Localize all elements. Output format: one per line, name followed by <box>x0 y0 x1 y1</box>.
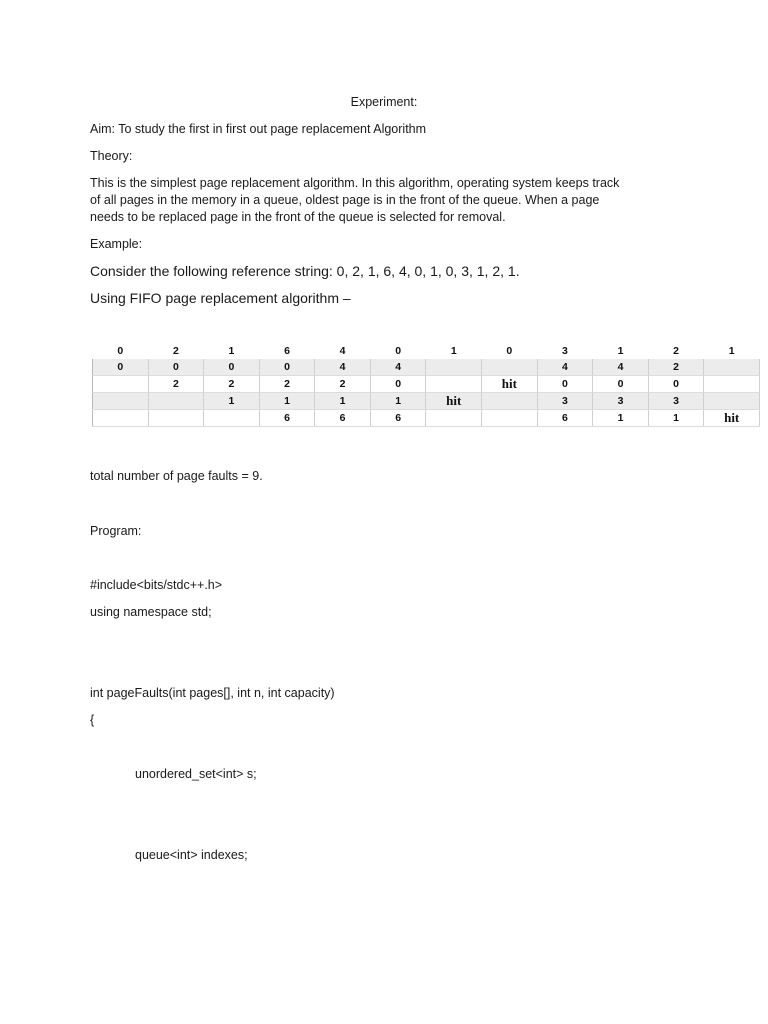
reference-cell: 6 <box>284 345 290 357</box>
frame-cell <box>482 359 538 376</box>
frame-cell: 6 <box>259 410 315 427</box>
frame-cell: 0 <box>148 359 204 376</box>
reference-cell: 4 <box>339 345 346 357</box>
frame-cell: 4 <box>315 359 371 376</box>
frame-cell: 1 <box>648 410 704 427</box>
frame-cell: 0 <box>259 359 315 376</box>
frame-cell: 0 <box>93 359 149 376</box>
reference-cell: 1 <box>228 345 235 357</box>
frame-row-3 <box>93 393 760 410</box>
frame-cell <box>204 410 260 427</box>
code-queue-declaration: queue<int> indexes; <box>135 848 248 862</box>
reference-cell: 0 <box>117 345 124 357</box>
frame-cell: 2 <box>204 376 260 393</box>
reference-string-text: Consider the following reference string: 0, 2, 1, 6, 4, 0, 1, 0, 3, 1, 2, 1. <box>90 263 520 279</box>
page-title: Experiment: <box>350 95 418 109</box>
code-signature-line: int pageFaults(int pages[], int n, int capacity) <box>90 686 335 700</box>
reference-cell: 0 <box>395 345 402 357</box>
frame-row-1 <box>93 359 760 376</box>
reference-cell: 0 <box>506 345 513 357</box>
reference-cell: 1 <box>728 345 735 357</box>
frame-cell: 6 <box>537 410 593 427</box>
program-heading: Program: <box>90 524 142 538</box>
reference-cell: 3 <box>561 345 568 357</box>
frame-cell: 6 <box>370 410 426 427</box>
hit-cell: hit <box>482 376 538 393</box>
frame-cell: 4 <box>370 359 426 376</box>
frame-cell <box>148 393 204 410</box>
frame-cell: 2 <box>148 376 204 393</box>
frame-cell: 4 <box>593 359 649 376</box>
reference-cell: 2 <box>172 345 179 357</box>
reference-cell: 1 <box>617 345 624 357</box>
theory-paragraph <box>90 175 690 226</box>
code-include-line: #include<bits/stdc++.h> <box>90 578 223 592</box>
frame-cell: 0 <box>648 376 704 393</box>
code-set-declaration: unordered_set<int> s; <box>135 767 257 781</box>
frame-cell: 4 <box>537 359 593 376</box>
frame-cell: 0 <box>370 376 426 393</box>
frame-cell <box>93 393 149 410</box>
code-namespace-line: using namespace std; <box>90 605 212 619</box>
frame-cell: 6 <box>315 410 371 427</box>
code-open-brace: { <box>90 713 95 727</box>
theory-heading: Theory: <box>90 149 133 163</box>
frame-cell <box>426 410 482 427</box>
frame-cell: 3 <box>537 393 593 410</box>
frame-cell <box>148 410 204 427</box>
frame-cell <box>704 376 760 393</box>
theory-line: This is the simplest page replacement algorithm. In this algorithm, operating system keeps track <box>90 176 620 190</box>
frame-cell: 0 <box>204 359 260 376</box>
frame-cell: 1 <box>259 393 315 410</box>
frame-row-2 <box>93 376 760 393</box>
frame-cell: 1 <box>593 410 649 427</box>
frame-cell <box>426 376 482 393</box>
frame-row-4 <box>93 410 760 427</box>
theory-line: needs to be replaced page in the front of the queue is selected for removal. <box>90 210 506 224</box>
aim-text: Aim: To study the first in first out page replacement Algorithm <box>90 122 427 136</box>
frame-cell: 1 <box>204 393 260 410</box>
frame-cell: 2 <box>259 376 315 393</box>
theory-line: of all pages in the memory in a queue, oldest page is in the front of the queue. When a page <box>90 193 600 207</box>
frame-cell: 3 <box>593 393 649 410</box>
frame-cell <box>93 376 149 393</box>
frame-cell: 2 <box>648 359 704 376</box>
frame-cell <box>426 359 482 376</box>
frame-cell: 0 <box>537 376 593 393</box>
hit-cell: hit <box>426 393 482 410</box>
reference-row <box>93 343 760 359</box>
page-faults-text: total number of page faults = 9. <box>90 469 263 483</box>
frame-cell <box>93 410 149 427</box>
fifo-intro-text: Using FIFO page replacement algorithm – <box>90 290 351 306</box>
frame-cell <box>704 393 760 410</box>
hit-cell: hit <box>704 410 760 427</box>
fifo-frame-table <box>92 343 760 427</box>
frame-cell: 1 <box>315 393 371 410</box>
reference-cell: 1 <box>450 345 457 357</box>
frame-cell <box>482 410 538 427</box>
frame-cell: 3 <box>648 393 704 410</box>
frame-cell: 0 <box>593 376 649 393</box>
frame-cell: 1 <box>370 393 426 410</box>
frame-cell <box>482 393 538 410</box>
frame-cell <box>704 359 760 376</box>
frame-cell: 2 <box>315 376 371 393</box>
reference-cell: 2 <box>673 345 679 357</box>
example-heading: Example: <box>90 237 143 251</box>
